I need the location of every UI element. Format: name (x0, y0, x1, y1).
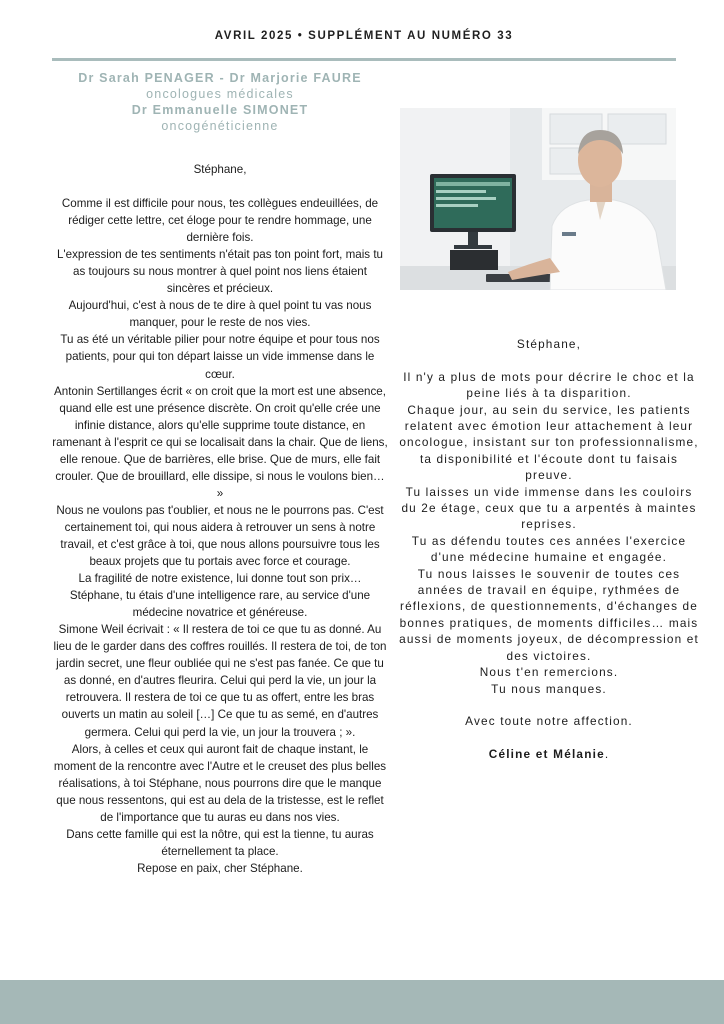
letter-paragraph: Chaque jour, au sein du service, les patients relatent avec émotion leur attachement à leur oncologue, insistant sur ton professionnalisme, ta disponibilité et l'écoute dont tu faisais preuve. (399, 402, 699, 483)
letter-paragraph: Antonin Sertillanges écrit « on croit que la mort est une absence, quand elle est une présence discrète. On croit qu'elle crée une infinie distance, alors qu'elle supprime toute distance, en ramenant à l'esprit ce qui se localisait dans la chair. Que de liens, elle renoue. Que de barrières, elle brise. Que de murs, elle fait crouler. Que de brouillard, elle dissipe, si nous le voulons bien… » (52, 384, 388, 500)
letter-paragraph: Comme il est difficile pour nous, tes collègues endeuillées, de rédiger cette lettre, cet éloge pour te rendre hommage, une dernière fois. (61, 197, 379, 245)
signature-period: . (604, 747, 610, 762)
letter-paragraph: Tu as défendu toutes ces années l'exercice d'une médecine humaine et engagée. (411, 533, 687, 565)
letter-paragraph: Tu as été un véritable pilier pour notre équipe et pour tous nos patients, pour qui ton départ laisse un vide immense dans le cœur. (60, 333, 380, 381)
author-name: Dr Emmanuelle SIMONET (131, 103, 309, 117)
letter-paragraph: Repose en paix, cher Stéphane. (137, 861, 303, 875)
letter-paragraph: Alors, à celles et ceux qui auront fait de chaque instant, le moment de la rencontre avec l'Autre et le creuset des plus belles réalisations, à toi Stéphane, nous pourrons dire que le manque que nous ressentons, qui est au dela de la tristesse, est le reflet de l'importance que tu auras eu dans nos vies. (53, 742, 387, 824)
letter-salutation: Stéphane, (516, 337, 582, 351)
letter-signature-line (398, 746, 700, 762)
letter-salutation: Stéphane, (193, 163, 247, 176)
author-name: Dr Sarah PENAGER - Dr Marjorie FAURE (78, 71, 362, 85)
left-letter (52, 161, 388, 877)
letter-paragraph: Tu nous laisses le souvenir de toutes ces années de travail en équipe, rythmées de réflexions, de questionnements, d'échanges de bonnes pratiques, de moments difficiles… mais aussi de moments joyeux, de décompression et des victoires. (399, 566, 699, 663)
page-header (52, 30, 676, 42)
footer-band (0, 980, 724, 1024)
author-role: oncogénéticienne (161, 119, 279, 133)
letter-paragraph: Dans cette famille qui est la nôtre, qui est la tienne, tu auras éternellement ta place. (66, 827, 374, 858)
authors-block (52, 70, 388, 134)
letter-paragraph: Tu nous manques. (491, 681, 607, 696)
letter-paragraph: Aujourd'hui, c'est à nous de te dire à quel point tu vas nous manquer, pour le reste de nos vies. (68, 299, 372, 330)
header-divider (52, 58, 676, 61)
doctor-photo (400, 108, 676, 290)
letter-paragraph: Il n'y a plus de mots pour décrire le choc et la peine liés à ta disparition. (403, 369, 695, 401)
letter-signature: Céline et Mélanie (488, 747, 605, 762)
right-letter (398, 336, 700, 763)
letter-paragraph: Simone Weil écrivait : « Il restera de toi ce que tu as donné. Au lieu de le garder dans des coffres rouillés. Il restera de toi, de ton jardin secret, une fleur oubliée qui ne s'est pas fanée. Ce que tu as donné, en d'autres fleurira. Celui qui perd la vie, un jour la retrouvera. Il restera de toi ce que tu as offert, entre les bras ouverts un matin au soleil […] Ce que tu as semé, en d'autres germera. Celui qui perd la vie, un jour la trouvera ; ». (53, 623, 387, 739)
letter-paragraph: La fragilité de notre existence, lui donne tout son prix… (78, 572, 362, 586)
letter-paragraph: Nous ne voulons pas t'oublier, et nous ne le pourrons pas. C'est certainement toi, qui nous aidera à retrouver un sens à notre travail, et c'est grâce à toi, que nous allons poursuivre tous les beaux projets que tu portais avec force et courage. (56, 503, 384, 569)
letter-paragraph: Stéphane, tu étais d'une intelligence rare, au service d'une médecine novatrice et généreuse. (69, 589, 371, 620)
letter-paragraph: Tu laisses un vide immense dans les couloirs du 2e étage, ceux que tu a arpentés à maintes reprises. (401, 484, 697, 532)
author-role: oncologues médicales (146, 87, 294, 101)
letter-closing: Avec toute notre affection. (465, 714, 633, 729)
letter-paragraph: L'expression de tes sentiments n'était pas ton point fort, mais tu as toujours su nous montrer à quel point nos liens étaient sincères et précieux. (56, 248, 383, 296)
header-title: AVRIL 2025 • SUPPLÉMENT AU NUMÉRO 33 (214, 30, 514, 42)
letter-paragraph: Nous t'en remercions. (479, 665, 619, 680)
